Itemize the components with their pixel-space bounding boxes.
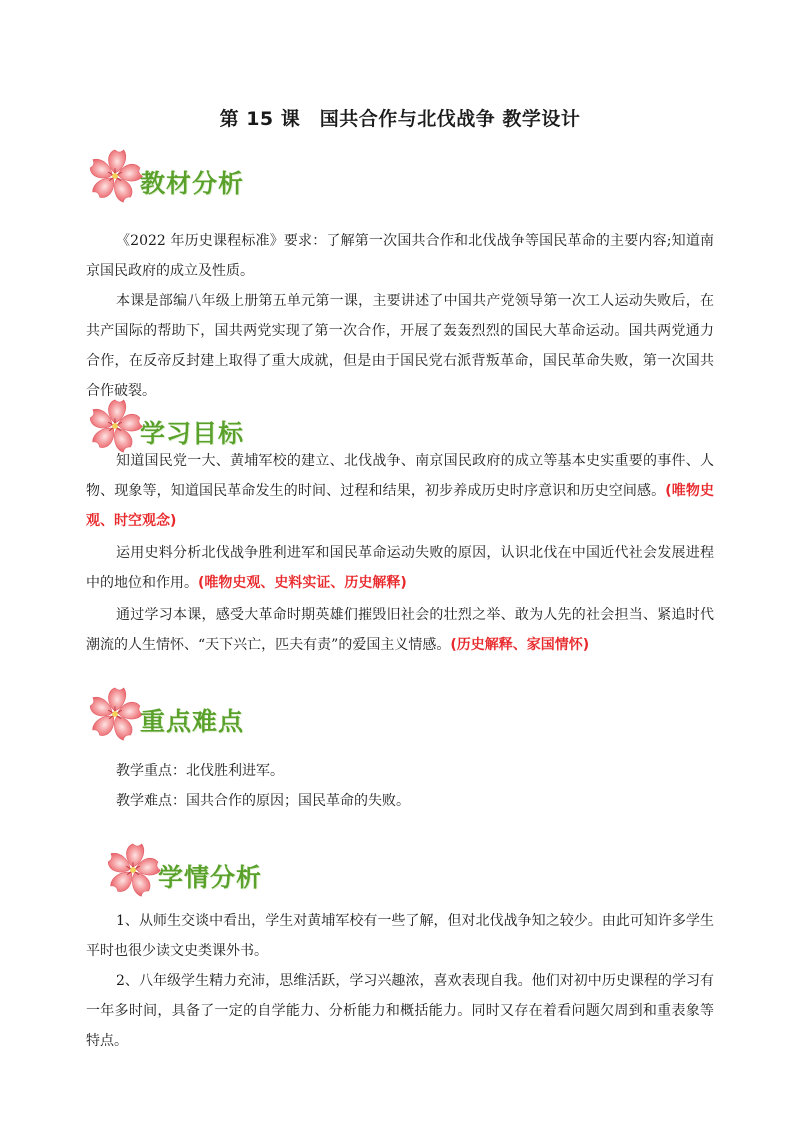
paragraph: 教学难点：国共合作的原因；国民革命的失败。 xyxy=(116,793,410,809)
paragraph: 1、从师生交谈中看出，学生对黄埔军校有一些了解，但对北伐战争知之较少。由此可知许多学生平时也很少读文史类课外书。 xyxy=(86,913,714,959)
section-title: 教材分析 xyxy=(140,169,245,198)
core-literacy-tag: (唯物史观、时空观念) xyxy=(86,483,714,529)
objective-text: 运用史料分析北伐战争胜利进军和国民革命运动失败的原因，认识北伐在中国近代社会发展进程中的地位和作用。 xyxy=(86,545,714,591)
cherry-blossom-icon xyxy=(86,147,144,205)
section-header-student-analysis xyxy=(104,840,262,900)
section-title: 学情分析 xyxy=(158,863,263,892)
paragraph: 教学重点：北伐胜利进军。 xyxy=(116,763,284,779)
section-title: 学习目标 xyxy=(140,419,245,448)
objective-paragraph xyxy=(86,600,714,660)
cherry-blossom-icon xyxy=(86,685,144,743)
objective-text: 知道国民党一大、黄埔军校的建立、北伐战争、南京国民政府的成立等基本史实重要的事件、人物、现象等，知道国民革命发生的时间、过程和结果，初步养成历史时序意识和历史空间感。 xyxy=(86,453,714,499)
paragraph: 2、八年级学生精力充沛，思维活跃，学习兴趣浓，喜欢表现自我。他们对初中历史课程的学习有一年多时间，具备了一定的自学能力、分析能力和概括能力。同时又存在着看问题欠周到和重表象等特点。 xyxy=(86,973,714,1049)
core-literacy-tag: (唯物史观、史料实证、历史解释) xyxy=(198,575,407,591)
section-header-textbook-analysis xyxy=(86,146,244,206)
objective-text: 通过学习本课，感受大革命时期英雄们摧毁旧社会的壮烈之举、敢为人先的社会担当、紧追时代潮流的人生情怀、“天下兴亡，匹夫有责”的爱国主义情感。 xyxy=(86,607,714,653)
page-title: 第 15 课 国共合作与北伐战争 教学设计 xyxy=(219,108,581,130)
objective-paragraph xyxy=(86,446,714,536)
section-title: 重点难点 xyxy=(140,707,245,736)
cherry-blossom-icon xyxy=(104,841,162,899)
paragraph: 本课是部编八年级上册第五单元第一课，主要讲述了中国共产党领导第一次工人运动失败后，在共产国际的帮助下，国共两党实现了第一次合作，开展了轰轰烈烈的国民大革命运动。国共两党通力合作，在反帝反封建上取得了重大成就，但是由于国民党右派背叛革命，国民革命失败，第一次国共合作破裂。 xyxy=(86,293,714,399)
section-header-key-difficult-points xyxy=(86,684,244,744)
paragraph: 《2022 年历史课程标准》要求：了解第一次国共合作和北伐战争等国民革命的主要内容;知道南京国民政府的成立及性质。 xyxy=(86,233,714,279)
core-literacy-tag: (历史解释、家国情怀) xyxy=(450,637,590,653)
objective-paragraph xyxy=(86,538,714,598)
